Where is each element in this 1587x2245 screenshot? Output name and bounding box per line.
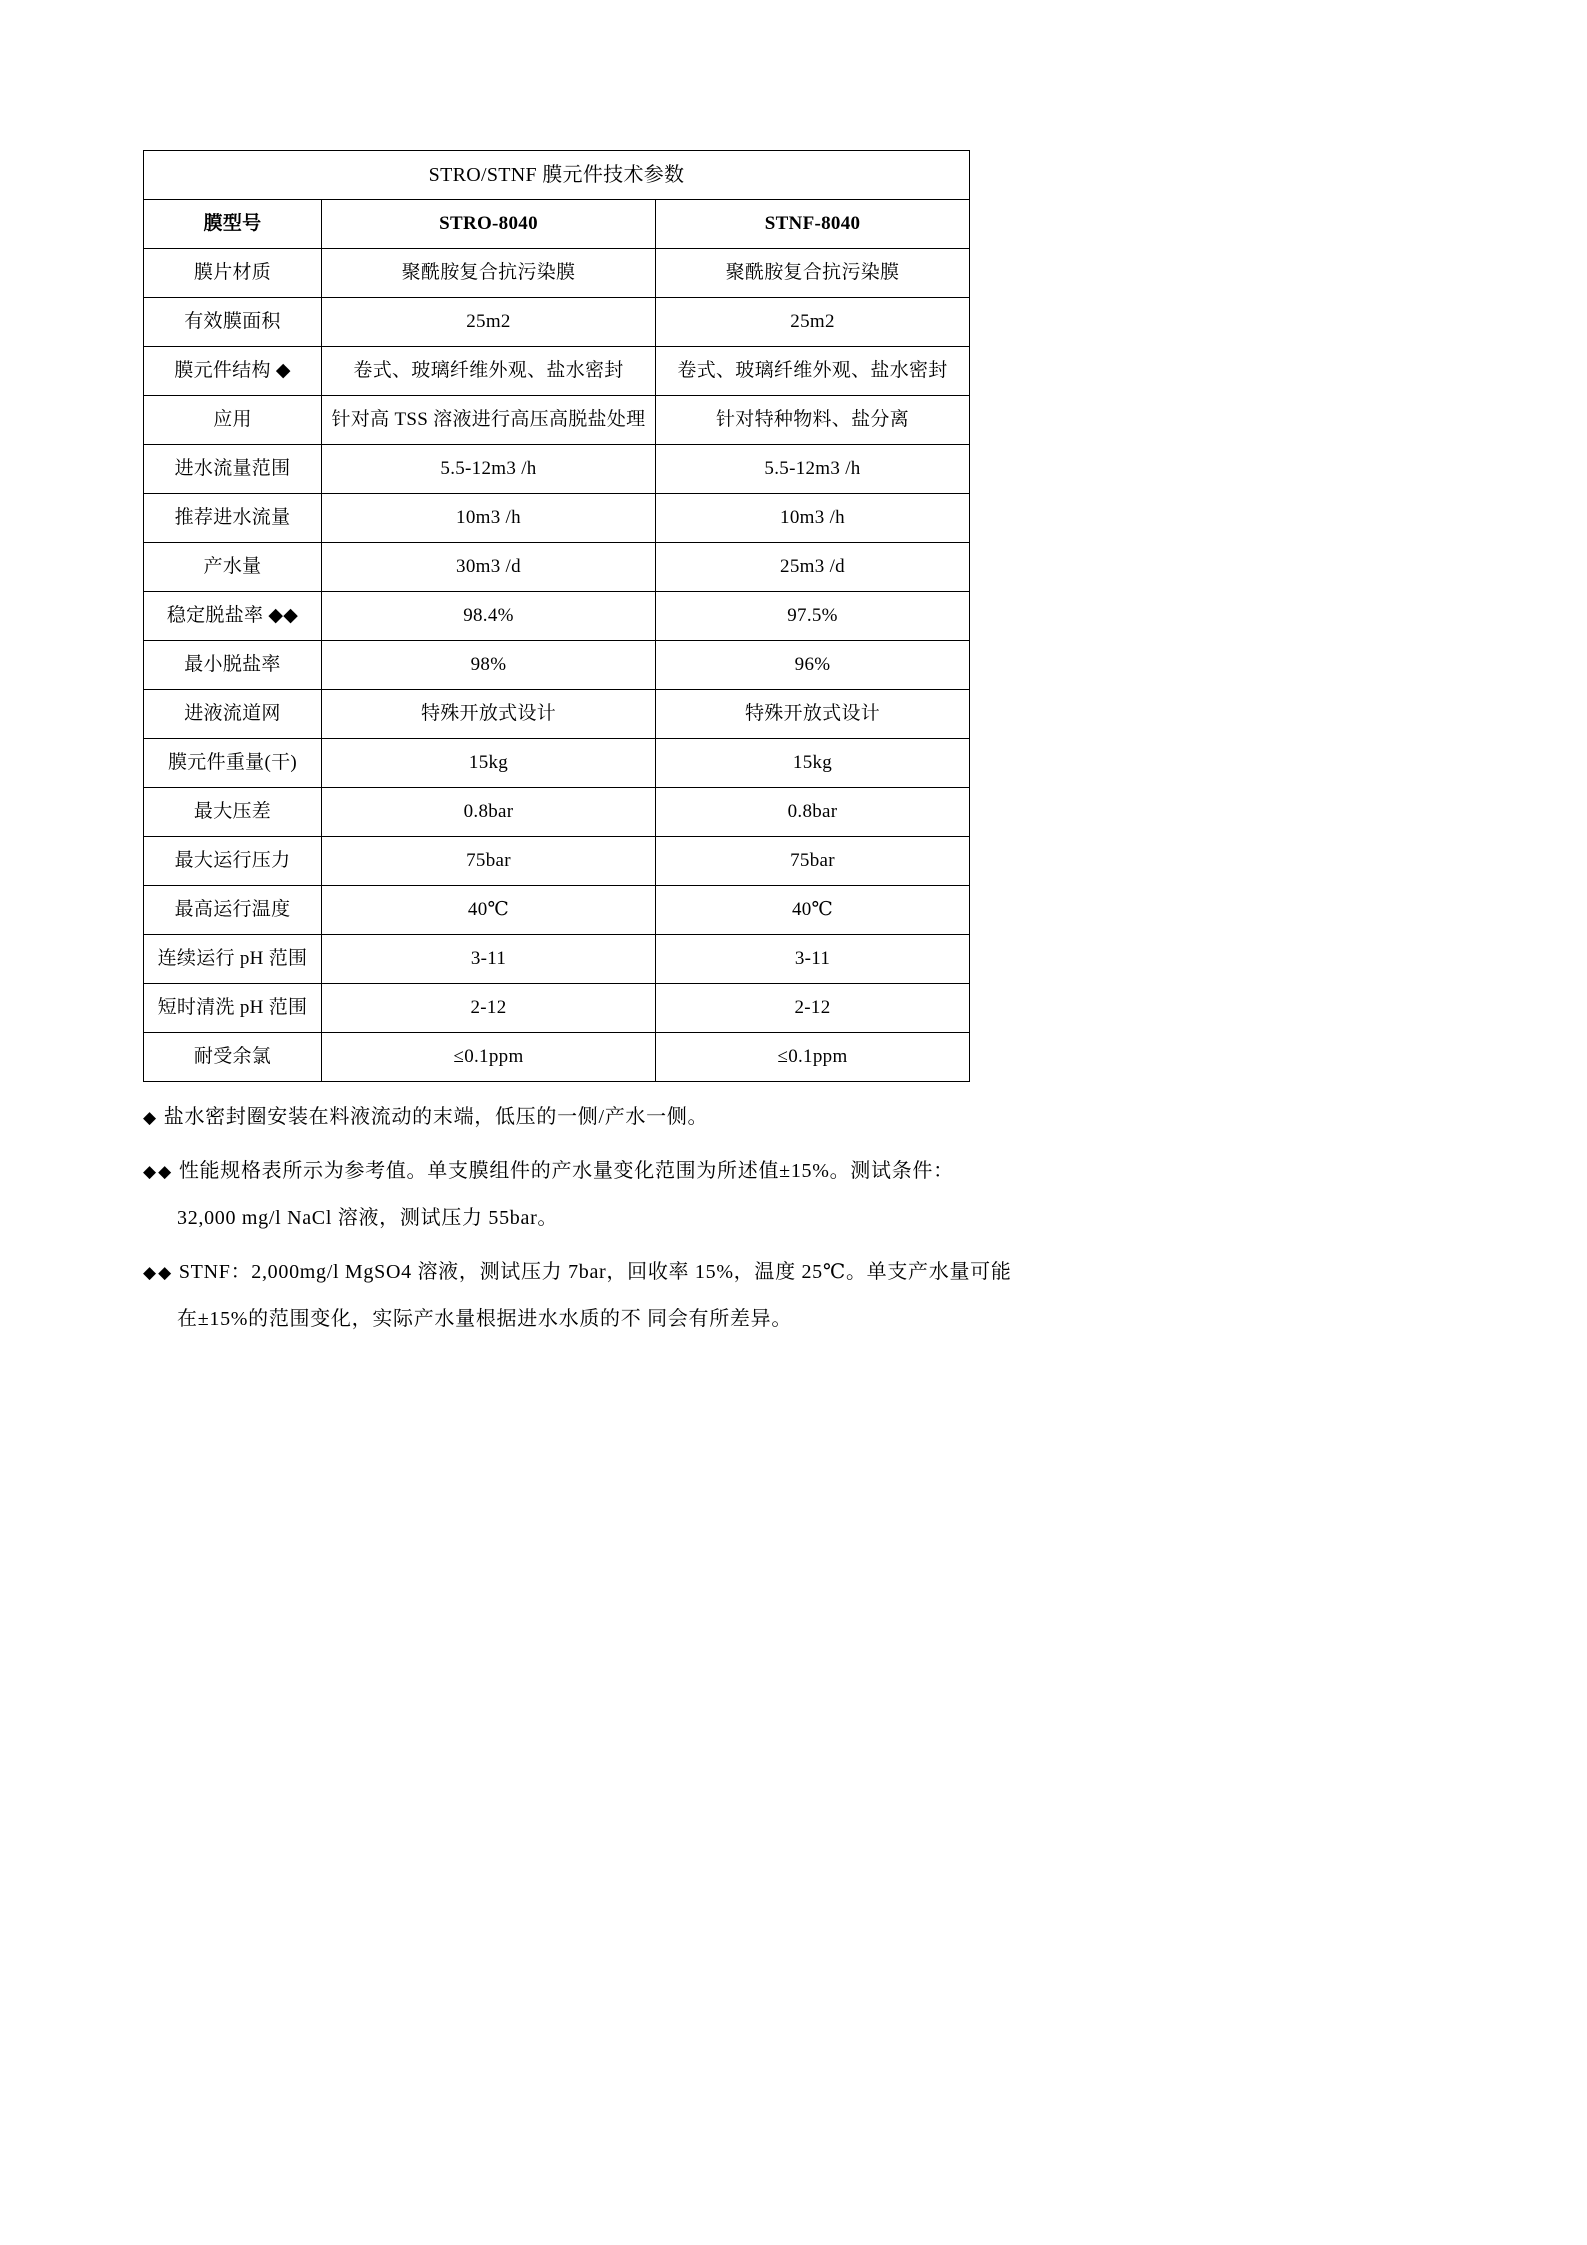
row-value-stro: 10m3 /h bbox=[322, 494, 656, 543]
row-value-stro: 98.4% bbox=[322, 592, 656, 641]
table-row bbox=[144, 641, 970, 690]
table-title-row bbox=[144, 151, 970, 200]
row-value-stro: 3-11 bbox=[322, 935, 656, 984]
row-label: 产水量 bbox=[144, 543, 322, 592]
table-row bbox=[144, 592, 970, 641]
table-row bbox=[144, 494, 970, 543]
footnote-item bbox=[143, 1259, 1323, 1333]
table-row bbox=[144, 298, 970, 347]
row-value-stnf: 特殊开放式设计 bbox=[656, 690, 970, 739]
row-label: 最大压差 bbox=[144, 788, 322, 837]
column-header-stro: STRO-8040 bbox=[322, 200, 656, 249]
row-value-stro: 40℃ bbox=[322, 886, 656, 935]
row-value-stro: 2-12 bbox=[322, 984, 656, 1033]
footnote-text: 性能规格表所示为参考值。单支膜组件的产水量变化范围为所述值±15%。测试条件： bbox=[178, 1160, 954, 1182]
row-value-stro: 卷式、玻璃纤维外观、盐水密封 bbox=[322, 347, 656, 396]
table-row bbox=[144, 739, 970, 788]
row-value-stro: 特殊开放式设计 bbox=[322, 690, 656, 739]
row-value-stnf: 15kg bbox=[656, 739, 970, 788]
row-value-stnf: 5.5-12m3 /h bbox=[656, 445, 970, 494]
row-value-stro: 30m3 /d bbox=[322, 543, 656, 592]
table-row bbox=[144, 886, 970, 935]
row-label: 进水流量范围 bbox=[144, 445, 322, 494]
row-label: 最高运行温度 bbox=[144, 886, 322, 935]
row-label: 稳定脱盐率 ◆◆ bbox=[144, 592, 322, 641]
row-value-stro: 75bar bbox=[322, 837, 656, 886]
row-value-stnf: 聚酰胺复合抗污染膜 bbox=[656, 249, 970, 298]
row-label: 推荐进水流量 bbox=[144, 494, 322, 543]
row-value-stro: 98% bbox=[322, 641, 656, 690]
row-label: 短时清洗 pH 范围 bbox=[144, 984, 322, 1033]
row-value-stnf: 40℃ bbox=[656, 886, 970, 935]
table-row bbox=[144, 445, 970, 494]
table-row bbox=[144, 984, 970, 1033]
diamond-marker-icon: ◆ bbox=[143, 1108, 159, 1127]
row-value-stnf: 针对特种物料、盐分离 bbox=[656, 396, 970, 445]
row-value-stnf: 卷式、玻璃纤维外观、盐水密封 bbox=[656, 347, 970, 396]
footnote-item bbox=[143, 1158, 1323, 1232]
column-header-label: 膜型号 bbox=[144, 200, 322, 249]
table-title: STRO/STNF 膜元件技术参数 bbox=[144, 151, 970, 200]
row-value-stnf: 10m3 /h bbox=[656, 494, 970, 543]
row-value-stnf: ≤0.1ppm bbox=[656, 1033, 970, 1082]
row-value-stnf: 0.8bar bbox=[656, 788, 970, 837]
table-row bbox=[144, 396, 970, 445]
row-label: 最小脱盐率 bbox=[144, 641, 322, 690]
table-row bbox=[144, 543, 970, 592]
row-value-stnf: 25m2 bbox=[656, 298, 970, 347]
row-value-stro: 0.8bar bbox=[322, 788, 656, 837]
row-label: 膜元件结构 ◆ bbox=[144, 347, 322, 396]
row-value-stnf: 2-12 bbox=[656, 984, 970, 1033]
diamond-marker-icon: ◆◆ bbox=[143, 1263, 174, 1282]
column-header-stnf: STNF-8040 bbox=[656, 200, 970, 249]
row-label: 有效膜面积 bbox=[144, 298, 322, 347]
row-value-stnf: 25m3 /d bbox=[656, 543, 970, 592]
table-row bbox=[144, 788, 970, 837]
footnote-continuation: 在±15%的范围变化，实际产水量根据进水水质的不 同会有所差异。 bbox=[177, 1308, 793, 1330]
footnote-text: 盐水密封圈安装在料液流动的末端，低压的一侧/产水一侧。 bbox=[163, 1106, 709, 1128]
table-row bbox=[144, 935, 970, 984]
row-label: 连续运行 pH 范围 bbox=[144, 935, 322, 984]
row-value-stnf: 97.5% bbox=[656, 592, 970, 641]
table-row bbox=[144, 1033, 970, 1082]
row-value-stnf: 96% bbox=[656, 641, 970, 690]
row-label: 进液流道网 bbox=[144, 690, 322, 739]
row-label: 最大运行压力 bbox=[144, 837, 322, 886]
footnote-continuation: 32,000 mg/l NaCl 溶液，测试压力 55bar。 bbox=[177, 1207, 559, 1229]
row-label: 耐受余氯 bbox=[144, 1033, 322, 1082]
footnotes bbox=[143, 1104, 1323, 1333]
row-value-stro: ≤0.1ppm bbox=[322, 1033, 656, 1082]
row-value-stro: 聚酰胺复合抗污染膜 bbox=[322, 249, 656, 298]
table-body bbox=[144, 151, 970, 1082]
footnote-text: STNF：2,000mg/l MgSO4 溶液，测试压力 7bar，回收率 15%，温度 25℃。单支产水量可能 bbox=[178, 1261, 1012, 1283]
membrane-spec-table bbox=[143, 150, 970, 1082]
row-label: 应用 bbox=[144, 396, 322, 445]
diamond-marker-icon: ◆◆ bbox=[143, 1162, 174, 1181]
row-value-stnf: 3-11 bbox=[656, 935, 970, 984]
table-row bbox=[144, 690, 970, 739]
table-row bbox=[144, 347, 970, 396]
row-value-stro: 25m2 bbox=[322, 298, 656, 347]
table-header-row bbox=[144, 200, 970, 249]
table-row bbox=[144, 837, 970, 886]
row-value-stro: 5.5-12m3 /h bbox=[322, 445, 656, 494]
row-value-stnf: 75bar bbox=[656, 837, 970, 886]
table-row bbox=[144, 249, 970, 298]
row-value-stro: 15kg bbox=[322, 739, 656, 788]
row-label: 膜元件重量(干) bbox=[144, 739, 322, 788]
row-label: 膜片材质 bbox=[144, 249, 322, 298]
row-value-stro: 针对高 TSS 溶液进行高压高脱盐处理 bbox=[322, 396, 656, 445]
spec-sheet bbox=[143, 150, 1443, 1360]
footnote-item bbox=[143, 1104, 1323, 1131]
